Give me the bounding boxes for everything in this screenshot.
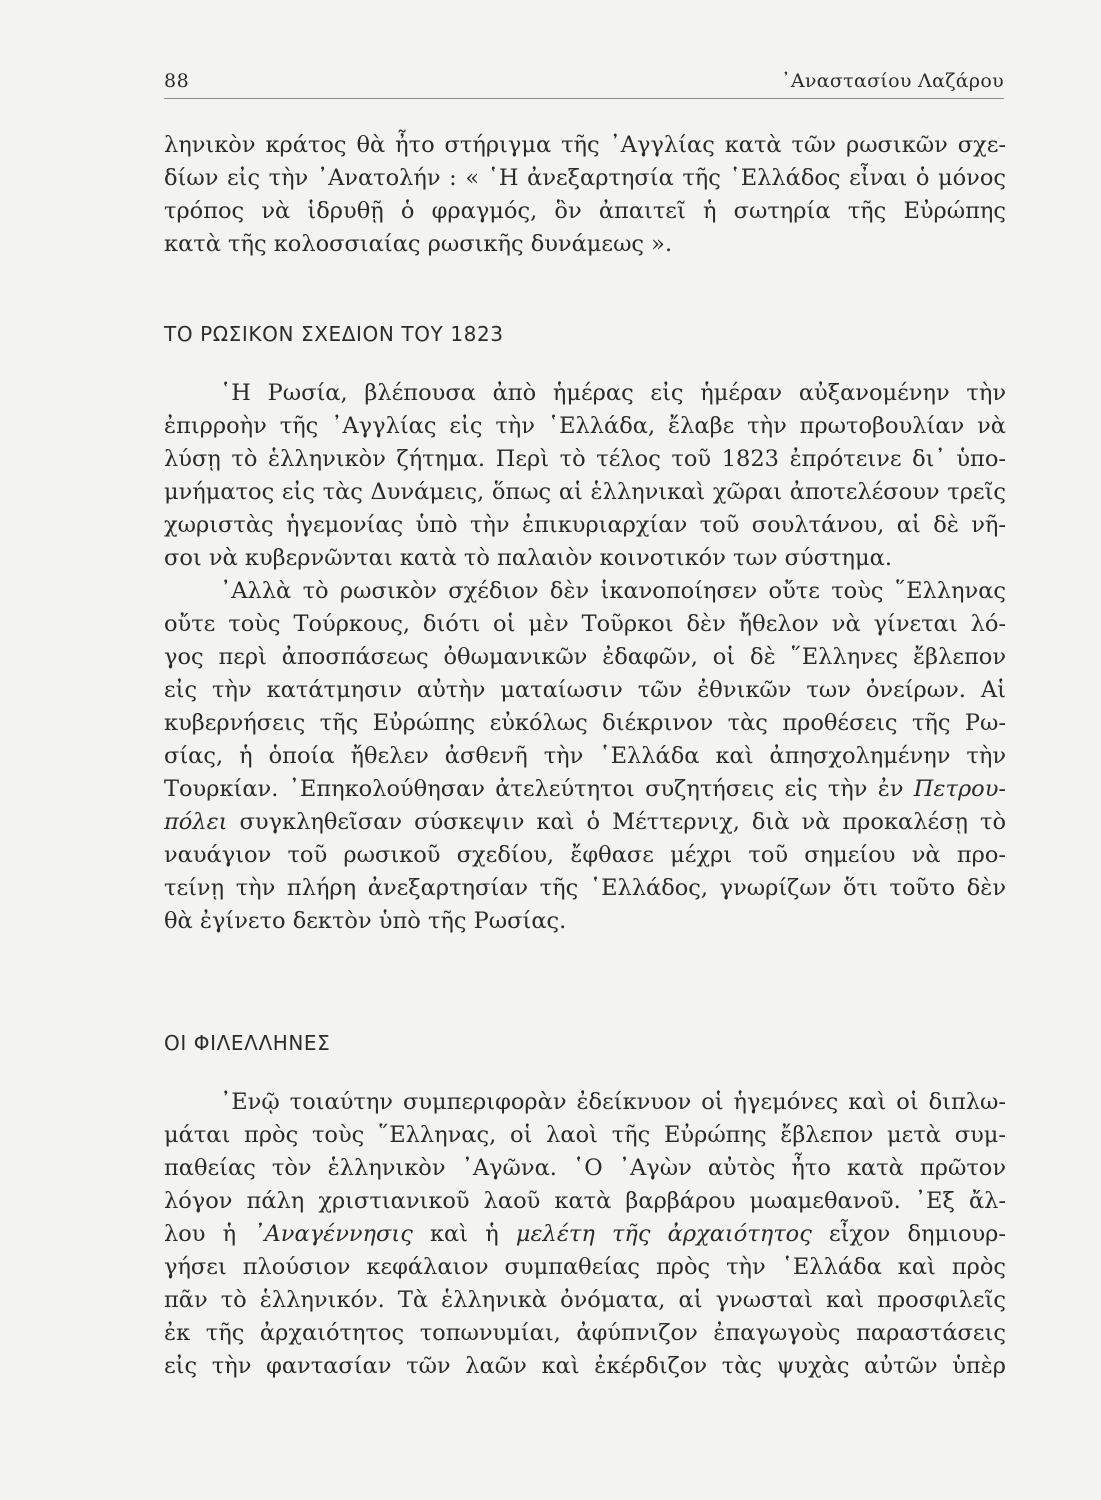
text-line: παθείας τὸν ἑλληνικὸν ᾿Αγῶνα. ῾Ο ᾿Αγὼν αὐτὸς ἦτο κατὰ πρῶτον xyxy=(164,1155,1006,1181)
section-russian-plan-body xyxy=(164,377,1006,938)
text-line xyxy=(164,806,1006,839)
text-line: ἐκ τῆς ἀρχαιότητος τοπωνυμίαι, ἀφύπνιζον ἐπαγωγοὺς παραστάσεις xyxy=(164,1320,1006,1346)
text-line: ἐπιρροὴν τῆς ᾿Αγγλίας εἰς τὴν ῾Ελλάδα, ἔλαβε τὴν πρωτοβουλίαν νὰ xyxy=(164,413,1006,439)
text-line: γος περὶ ἀποσπάσεως ὀθωμανικῶν ἐδαφῶν, οἱ δὲ ῞Ελληνες ἔβλεπον xyxy=(164,644,1006,670)
text-line: χωριστὰς ἡγεμονίας ὑπὸ τὴν ἐπικυριαρχίαν τοῦ σουλτάνου, αἱ δὲ νῆ- xyxy=(164,512,1006,538)
page-number: 88 xyxy=(164,70,190,92)
text-line: σοι νὰ κυβερνῶνται κατὰ τὸ παλαιὸν κοινοτικόν των σύστημα. xyxy=(164,545,892,571)
page-header xyxy=(164,62,1004,99)
text-line: μνήματος εἰς τὰς Δυνάμεις, ὅπως αἱ ἑλληνικαὶ χῶραι ἀποτελέσουν τρεῖς xyxy=(164,479,1006,505)
text-run: καὶ ἡ xyxy=(412,1221,516,1247)
italic-place-name: πόλει xyxy=(164,809,228,835)
text-line: θὰ ἐγίνετο δεκτὸν ὑπὸ τῆς Ρωσίας. xyxy=(164,908,567,934)
intro-paragraph xyxy=(164,129,1006,261)
text-run: συγκληθεῖσαν σύσκεψιν καὶ ὁ Μέττερνιχ, διὰ νὰ προκαλέσῃ τὸ xyxy=(227,809,1006,835)
text-line: τείνῃ τὴν πλήρη ἀνεξαρτησίαν τῆς ῾Ελλάδος, γνωρίζων ὅτι τοῦτο δὲν xyxy=(164,875,1006,901)
section-heading-russian-plan: ΤΟ ΡΩΣΙΚΟΝ ΣΧΕΔΙΟΝ ΤΟΥ 1823 xyxy=(164,322,504,346)
text-line: πᾶν τὸ ἑλληνικόν. Τὰ ἑλληνικὰ ὀνόματα, αἱ γνωσταὶ καὶ προσφιλεῖς xyxy=(164,1287,1006,1313)
text-line: εἰς τὴν φαντασίαν τῶν λαῶν καὶ ἐκέρδιζον τὰς ψυχὰς αὐτῶν ὑπὲρ xyxy=(164,1353,1006,1379)
text-line: ναυάγιον τοῦ ρωσικοῦ σχεδίου, ἔφθασε μέχρι τοῦ σημείου νὰ προ- xyxy=(164,842,1006,868)
text-line: γήσει πλούσιον κεφάλαιον συμπαθείας πρὸς τὴν ῾Ελλάδα καὶ πρὸς xyxy=(164,1254,1006,1280)
italic-place-name: Πετρου- xyxy=(913,776,1006,802)
text-line: ᾿Αλλὰ τὸ ρωσικὸν σχέδιον δὲν ἱκανοποίησεν οὔτε τοὺς ῞Ελληνας xyxy=(220,578,1006,604)
text-line: τρόπος νὰ ἱδρυθῇ ὁ φραγμός, ὃν ἀπαιτεῖ ἡ σωτηρία τῆς Εὐρώπης xyxy=(164,198,1006,224)
text-line: κατὰ τῆς κολοσσιαίας ρωσικῆς δυνάμεως ». xyxy=(164,231,673,257)
text-line: σίας, ἡ ὁποία ἤθελεν ἀσθενῆ τὴν ῾Ελλάδα καὶ ἀπησχολημένην τὴν xyxy=(164,743,1006,769)
section-philhellenes-body xyxy=(164,1086,1006,1383)
text-line: λόγον πάλη χριστιανικοῦ λαοῦ κατὰ βαρβάρου μωαμεθανοῦ. ᾿Εξ ἄλ- xyxy=(164,1188,1006,1214)
text-line: ληνικὸν κράτος θὰ ἦτο στήριγμα τῆς ᾿Αγγλίας κατὰ τῶν ρωσικῶν σχε- xyxy=(164,132,1006,158)
text-line: κυβερνήσεις τῆς Εὐρώπης εὐκόλως διέκρινον τὰς προθέσεις τῆς Ρω- xyxy=(164,710,1006,736)
text-line: δίων εἰς τὴν ᾿Ανατολήν : « ῾Η ἀνεξαρτησία τῆς ῾Ελλάδος εἶναι ὁ μόνος xyxy=(164,165,1006,191)
text-line: ῾Η Ρωσία, βλέπουσα ἀπὸ ἡμέρας εἰς ἡμέραν αὐξανομένην τὴν xyxy=(220,380,1006,406)
text-run: Τουρκίαν. ᾿Επηκολούθησαν ἀτελεύτητοι συζητήσεις εἰς τὴν ἐν xyxy=(164,776,914,802)
running-head: ᾿Αναστασίου Λαζάρου xyxy=(781,70,1004,92)
text-line: εἰς τὴν κατάτμησιν αὐτὴν ματαίωσιν τῶν ἐθνικῶν των ὀνείρων. Αἱ xyxy=(164,677,1006,703)
italic-term: ᾿Αναγέννησις xyxy=(253,1221,413,1247)
text-run: λου ἡ xyxy=(164,1221,254,1247)
text-line: λύσῃ τὸ ἑλληνικὸν ζήτημα. Περὶ τὸ τέλος τοῦ 1823 ἐπρότεινε δι᾿ ὑπο- xyxy=(164,446,1006,472)
text-line: οὔτε τοὺς Τούρκους, διότι οἱ μὲν Τοῦρκοι δὲν ἤθελον νὰ γίνεται λό- xyxy=(164,611,1006,637)
text-line xyxy=(164,1218,1006,1251)
section-heading-philhellenes: ΟΙ ΦΙΛΕΛΛΗΝΕΣ xyxy=(164,1031,331,1055)
italic-term: μελέτη τῆς ἀρχαιότητος xyxy=(515,1221,812,1247)
text-run: εἶχον δημιουρ- xyxy=(811,1221,1006,1247)
text-line xyxy=(164,773,1006,806)
text-line: ᾿Ενῷ τοιαύτην συμπεριφορὰν ἐδείκνυον οἱ ἡγεμόνες καὶ οἱ διπλω- xyxy=(220,1089,1006,1115)
text-line: μάται πρὸς τοὺς ῞Ελληνας, οἱ λαοὶ τῆς Εὐρώπης ἔβλεπον μετὰ συμ- xyxy=(164,1122,1006,1148)
